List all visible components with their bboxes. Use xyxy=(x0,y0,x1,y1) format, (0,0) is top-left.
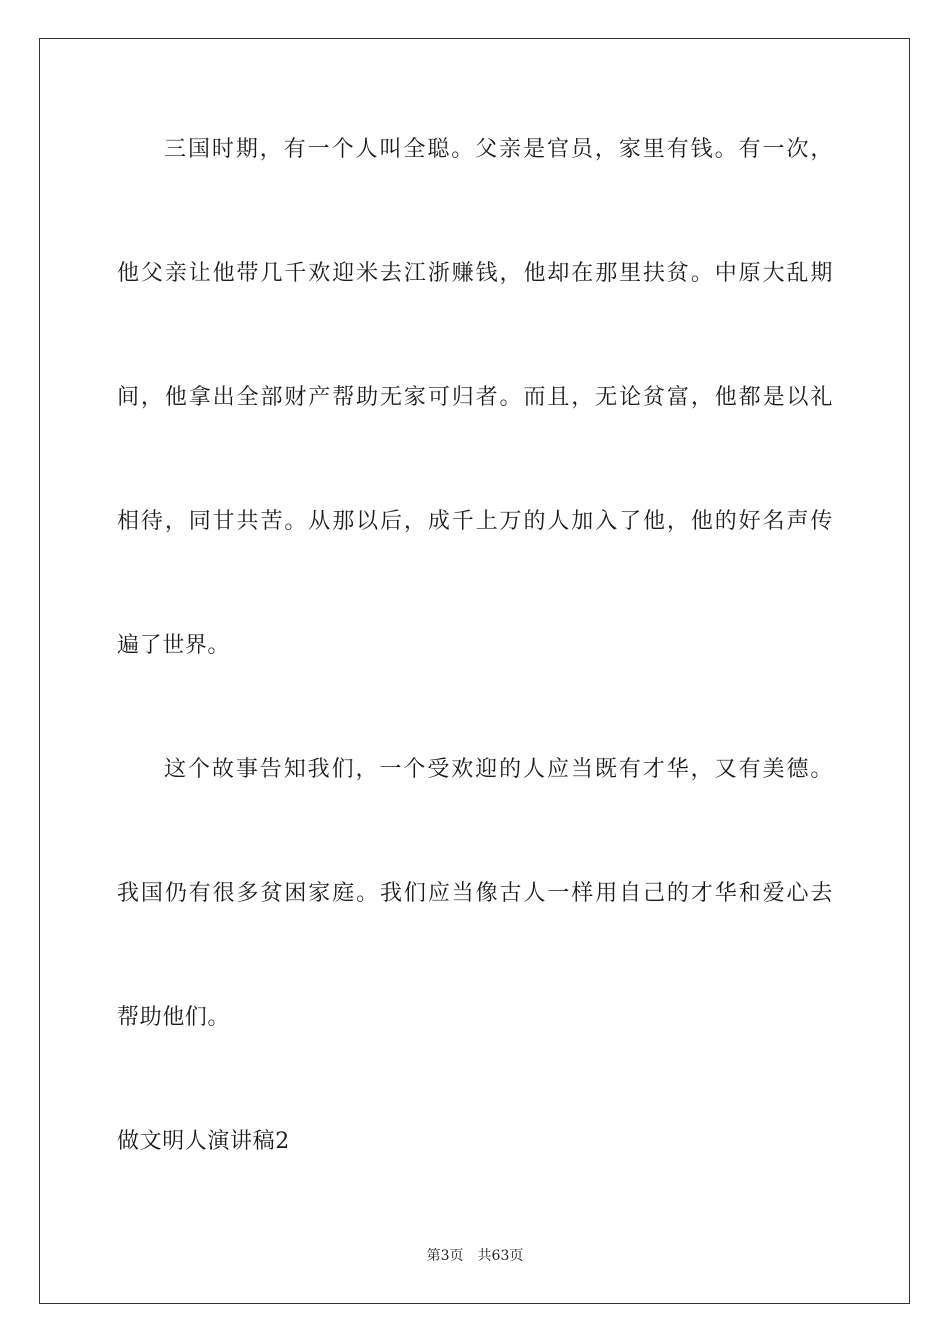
text-line: 遍了世界。 xyxy=(117,633,231,658)
text-line: 帮助他们。 xyxy=(117,1005,231,1030)
text-line: 三国时期，有一个人叫全聪。父亲是官员，家里有钱。有一次， xyxy=(164,137,833,162)
text-line: 他父亲让他带几千欢迎米去江浙赚钱，他却在那里扶贫。中原大乱期 xyxy=(117,261,833,286)
page-footer xyxy=(0,1246,950,1266)
text-line: 我国仍有很多贫困家庭。我们应当像古人一样用自己的才华和爱心去 xyxy=(117,881,833,906)
text-line: 相待，同甘共苦。从那以后，成千上万的人加入了他，他的好名声传 xyxy=(117,509,833,534)
section-heading: 做文明人演讲稿2 xyxy=(117,1129,290,1154)
text-line: 这个故事告知我们，一个受欢迎的人应当既有才华，又有美德。 xyxy=(164,757,833,782)
page-number: 第3页 xyxy=(426,1248,464,1264)
page-border xyxy=(39,38,910,1304)
text-line: 间，他拿出全部财产帮助无家可归者。而且，无论贫富，他都是以礼 xyxy=(117,385,833,410)
total-pages: 共63页 xyxy=(477,1248,524,1264)
